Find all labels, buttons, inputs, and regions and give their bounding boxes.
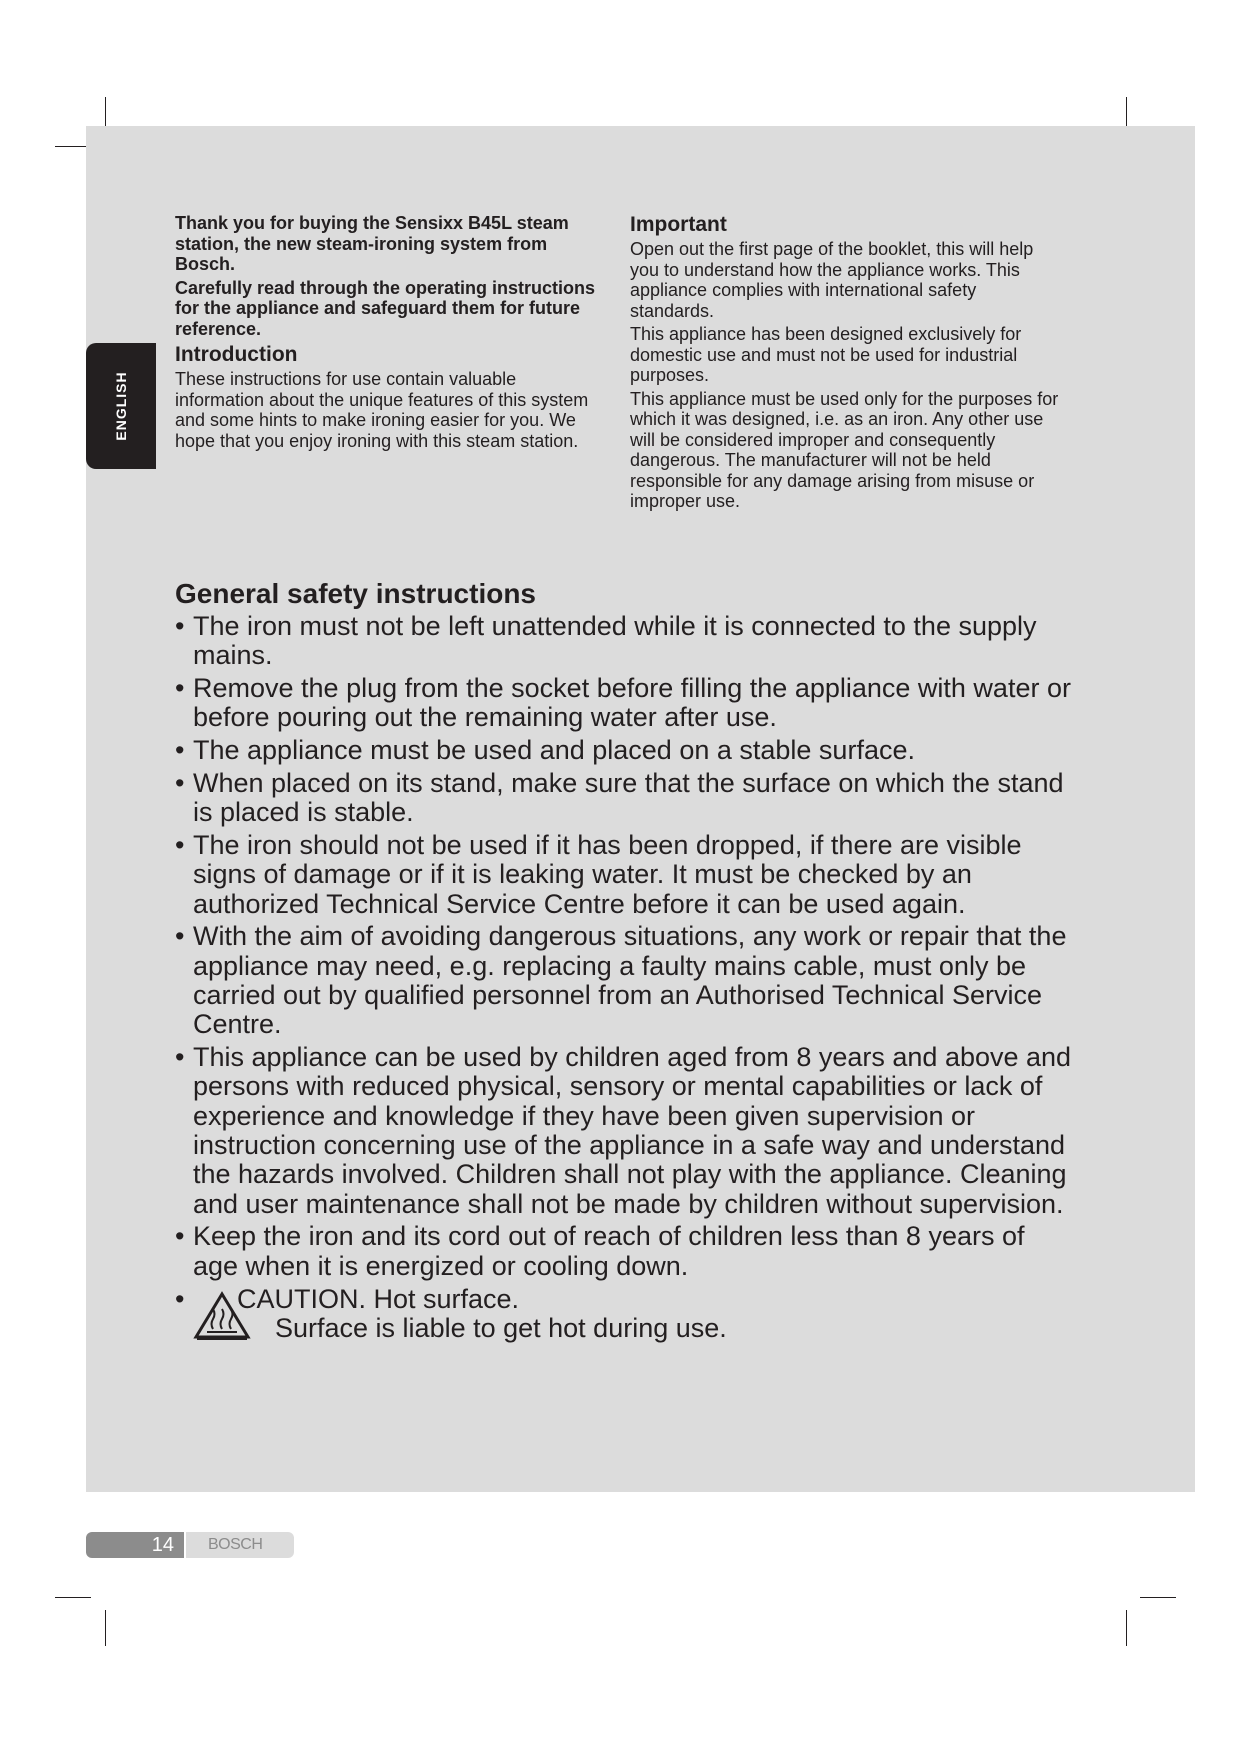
crop-mark <box>1126 1610 1127 1646</box>
crop-mark <box>105 1610 106 1646</box>
safety-item-text: The appliance must be used and placed on a stable surface. <box>193 735 915 766</box>
safety-item <box>175 1222 1075 1281</box>
thank-you-text: Thank you for buying the Sensixx B45L steam station, the new steam-ironing system from Bosch. <box>175 213 569 274</box>
safety-heading: General safety instructions <box>175 578 537 609</box>
caution-title: CAUTION. Hot surface. <box>237 1283 520 1314</box>
important-paragraph: Open out the first page of the booklet, this will help you to understand how the appliance works. This appliance complies with international safety standards. <box>630 239 1034 321</box>
safety-item <box>175 674 1075 733</box>
safety-item <box>175 922 1075 1039</box>
bullet: • <box>175 830 185 861</box>
bullet: • <box>175 921 185 952</box>
safety-item <box>175 1043 1075 1219</box>
safety-item <box>175 769 1075 828</box>
caution-body: Surface is liable to get hot during use. <box>275 1312 727 1343</box>
read-instructions-text: Carefully read through the operating instructions for the appliance and safeguard them for future reference. <box>175 277 596 339</box>
bullet: • <box>175 1283 185 1314</box>
intro-column <box>175 213 610 454</box>
safety-item-text: The iron should not be used if it has been dropped, if there are visible signs of damage or if it is leaking water. It must be checked by an authorized Technical Service Centre before it can be used again. <box>193 830 1022 919</box>
brand-label: BOSCH <box>186 1532 294 1558</box>
important-paragraph: This appliance must be used only for the purposes for which it was designed, i.e. as an iron. Any other use will be considered improper and consequently dangerous. The manufacturer will not be held responsible for any damage arising from misuse or improper use. <box>630 388 1059 511</box>
bullet: • <box>175 767 185 798</box>
safety-item <box>175 612 1075 671</box>
safety-item-text: With the aim of avoiding dangerous situations, any work or repair that the appliance may need, e.g. replacing a faulty mains cable, must only be carried out by qualified personnel from an Authorised Technical Service Centre. <box>193 921 1067 1040</box>
bullet: • <box>175 735 185 766</box>
safety-item-text: Keep the iron and its cord out of reach of children less than 8 years of age when it is energized or cooling down. <box>193 1221 1025 1281</box>
bullet: • <box>175 673 185 704</box>
introduction-heading: Introduction <box>175 343 298 366</box>
bullet: • <box>175 1042 185 1073</box>
important-paragraph: This appliance has been designed exclusively for domestic use and must not be used for industrial purposes. <box>630 324 1022 385</box>
safety-list <box>175 612 1075 1281</box>
hot-surface-warning-icon <box>193 1291 251 1341</box>
safety-item <box>175 736 1075 765</box>
safety-item-text: The iron must not be left unattended while it is connected to the supply mains. <box>193 611 1037 671</box>
general-safety-section <box>175 578 1075 1343</box>
caution-item <box>175 1285 1075 1344</box>
crop-mark <box>1140 1597 1176 1598</box>
crop-mark <box>55 1597 91 1598</box>
bullet: • <box>175 611 185 641</box>
bullet: • <box>175 1221 185 1252</box>
safety-item-text: This appliance can be used by children aged from 8 years and above and persons with reduced physical, sensory or mental capabilities or lack of experience and knowledge if they have been given supervision or instruction concerning use of the appliance in a safe way and understand the hazards involved. Children shall not play with the appliance. Cleaning and user maintenance shall not be made by children without supervision. <box>193 1042 1072 1219</box>
safety-item-text: When placed on its stand, make sure that the surface on which the stand is placed is stable. <box>193 767 1064 828</box>
language-tab-label: ENGLISH <box>113 371 129 441</box>
page-number: 14 <box>86 1532 184 1558</box>
introduction-body: These instructions for use contain valuable information about the unique features of this system and some hints to make ironing easier for you. We hope that you enjoy ironing with this steam station. <box>175 369 589 451</box>
important-heading: Important <box>630 213 727 236</box>
safety-item <box>175 831 1075 919</box>
safety-item-text: Remove the plug from the socket before filling the appliance with water or before pouring out the remaining water after use. <box>193 673 1071 733</box>
important-column <box>630 213 1062 515</box>
